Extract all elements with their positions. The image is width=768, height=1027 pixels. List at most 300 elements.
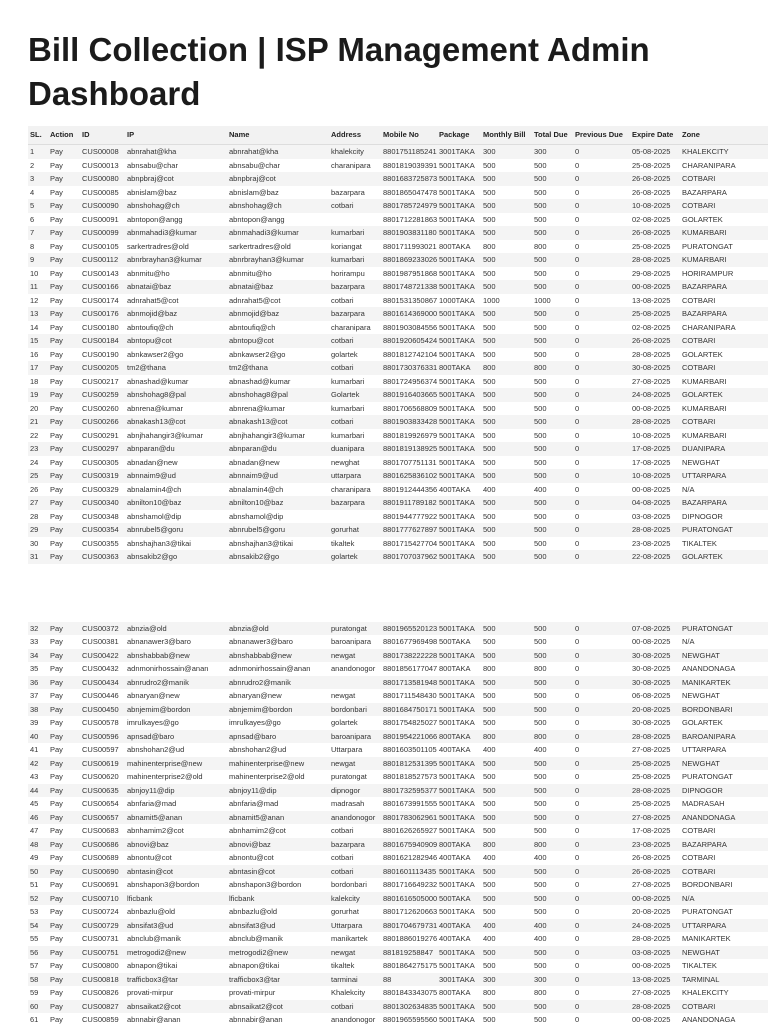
cell-previous-due: 0 (573, 865, 630, 879)
cell-name: abnhamim2@cot (227, 824, 329, 838)
table-row[interactable] (28, 730, 768, 744)
cell-total-due: 500 (532, 307, 573, 321)
table-row[interactable] (28, 523, 768, 537)
cell-mobile: 8801675940909 (381, 838, 437, 852)
cell-expire-date: 30-08-2025 (630, 676, 680, 690)
cell-total-due: 500 (532, 456, 573, 470)
cell-package: 400TAKA (437, 851, 481, 865)
cell-expire-date: 05-08-2025 (630, 145, 680, 159)
cell-action[interactable]: Pay (48, 267, 80, 281)
cell-id: CUS00099 (80, 226, 125, 240)
cell-action[interactable]: Pay (48, 240, 80, 254)
table-row[interactable] (28, 294, 768, 308)
cell-action[interactable]: Pay (48, 172, 80, 186)
cell-ip: abnrudro2@manik (125, 676, 227, 690)
cell-monthly-bill: 500 (481, 1013, 532, 1027)
table-row[interactable] (28, 689, 768, 703)
cell-total-due: 500 (532, 186, 573, 200)
cell-name: abnsaikat2@cot (227, 1000, 329, 1014)
cell-action[interactable]: Pay (48, 703, 80, 717)
cell-action[interactable]: Pay (48, 537, 80, 551)
column-header-ip[interactable]: IP (125, 126, 227, 145)
cell-action[interactable]: Pay (48, 635, 80, 649)
cell-package: 800TAKA (437, 240, 481, 254)
cell-action[interactable]: Pay (48, 226, 80, 240)
cell-expire-date: 26-08-2025 (630, 851, 680, 865)
cell-ip: abnanawer3@baro (125, 635, 227, 649)
cell-action[interactable]: Pay (48, 496, 80, 510)
table-row[interactable] (28, 946, 768, 960)
cell-action[interactable]: Pay (48, 456, 80, 470)
cell-id: CUS00260 (80, 402, 125, 416)
table-row[interactable] (28, 865, 768, 879)
cell-ip: abnsifat3@ud (125, 919, 227, 933)
cell-ip: abnjhahangir3@kumar (125, 429, 227, 443)
cell-total-due: 500 (532, 905, 573, 919)
cell-action[interactable]: Pay (48, 878, 80, 892)
cell-id: CUS00112 (80, 253, 125, 267)
cell-mobile: 8801912444356 (381, 483, 437, 497)
cell-address: cotbari (329, 865, 381, 879)
cell-expire-date: 04-08-2025 (630, 496, 680, 510)
table-row[interactable] (28, 253, 768, 267)
cell-previous-due: 0 (573, 1013, 630, 1027)
cell-action[interactable]: Pay (48, 388, 80, 402)
cell-address: kumarbari (329, 253, 381, 267)
cell-mobile: 8801903831180 (381, 226, 437, 240)
table-row[interactable] (28, 635, 768, 649)
cell-action[interactable]: Pay (48, 1000, 80, 1014)
cell-total-due: 400 (532, 919, 573, 933)
cell-monthly-bill: 800 (481, 986, 532, 1000)
table-row[interactable] (28, 334, 768, 348)
cell-zone: KUMARBARI (680, 375, 768, 389)
table-row[interactable] (28, 429, 768, 443)
cell-sl: 33 (28, 635, 48, 649)
table-row[interactable] (28, 716, 768, 730)
cell-mobile: 88 (381, 973, 437, 987)
table-row[interactable] (28, 811, 768, 825)
cell-total-due: 500 (532, 199, 573, 213)
cell-expire-date: 29-08-2025 (630, 267, 680, 281)
cell-id: CUS00818 (80, 973, 125, 987)
column-header-package[interactable]: Package (437, 126, 481, 145)
table-row[interactable] (28, 878, 768, 892)
cell-mobile: 8801944777922 (381, 510, 437, 524)
table-row[interactable] (28, 483, 768, 497)
cell-action[interactable]: Pay (48, 186, 80, 200)
table-row[interactable] (28, 456, 768, 470)
table-row[interactable] (28, 1000, 768, 1014)
cell-sl: 10 (28, 267, 48, 281)
cell-id: CUS00654 (80, 797, 125, 811)
table-row[interactable] (28, 743, 768, 757)
cell-expire-date: 00-08-2025 (630, 280, 680, 294)
column-header-action[interactable]: Action (48, 126, 80, 145)
cell-action[interactable]: Pay (48, 892, 80, 906)
cell-sl: 9 (28, 253, 48, 267)
table-row[interactable] (28, 145, 768, 159)
table-row[interactable] (28, 622, 768, 636)
cell-package: 5001TAKA (437, 253, 481, 267)
column-header-zone[interactable]: Zone (680, 126, 768, 145)
table-row[interactable] (28, 905, 768, 919)
cell-expire-date: 30-08-2025 (630, 649, 680, 663)
cell-zone: COTBARI (680, 334, 768, 348)
cell-package: 5001TAKA (437, 429, 481, 443)
cell-action[interactable]: Pay (48, 253, 80, 267)
table-row[interactable] (28, 537, 768, 551)
cell-name: abnzia@old (227, 622, 329, 636)
cell-previous-due: 0 (573, 824, 630, 838)
cell-total-due: 500 (532, 415, 573, 429)
cell-action[interactable]: Pay (48, 280, 80, 294)
cell-sl: 19 (28, 388, 48, 402)
cell-ip: abnnabir@anan (125, 1013, 227, 1027)
cell-ip: abnakash13@cot (125, 415, 227, 429)
cell-name: abnmahadi3@kumar (227, 226, 329, 240)
table-row[interactable] (28, 510, 768, 524)
cell-action[interactable]: Pay (48, 483, 80, 497)
table-row[interactable] (28, 402, 768, 416)
table-row[interactable] (28, 469, 768, 483)
cell-action[interactable]: Pay (48, 973, 80, 987)
cell-zone: NEWGHAT (680, 456, 768, 470)
cell-monthly-bill: 800 (481, 730, 532, 744)
cell-monthly-bill: 300 (481, 973, 532, 987)
cell-action[interactable]: Pay (48, 523, 80, 537)
cell-mobile: 8801711993021 (381, 240, 437, 254)
cell-address: cotbari (329, 415, 381, 429)
table-row[interactable] (28, 932, 768, 946)
column-header-expire-date[interactable]: Expire Date (630, 126, 680, 145)
cell-sl: 22 (28, 429, 48, 443)
cell-address: puratongat (329, 770, 381, 784)
cell-sl: 15 (28, 334, 48, 348)
column-header-sl[interactable]: SL. (28, 126, 48, 145)
cell-monthly-bill: 500 (481, 635, 532, 649)
table-row[interactable] (28, 851, 768, 865)
cell-ip: apnsad@baro (125, 730, 227, 744)
cell-action[interactable]: Pay (48, 348, 80, 362)
table-row[interactable] (28, 361, 768, 375)
table-row[interactable] (28, 415, 768, 429)
cell-monthly-bill: 500 (481, 811, 532, 825)
cell-zone: KUMARBARI (680, 253, 768, 267)
cell-action[interactable]: Pay (48, 811, 80, 825)
table-row[interactable] (28, 213, 768, 227)
cell-id: CUS00690 (80, 865, 125, 879)
cell-name: abnfaria@mad (227, 797, 329, 811)
cell-previous-due: 0 (573, 878, 630, 892)
cell-sl: 38 (28, 703, 48, 717)
cell-action[interactable]: Pay (48, 402, 80, 416)
cell-address: gorurhat (329, 905, 381, 919)
cell-previous-due: 0 (573, 226, 630, 240)
cell-address: Uttarpara (329, 743, 381, 757)
cell-name: metrogodi2@new (227, 946, 329, 960)
cell-action[interactable]: Pay (48, 145, 80, 159)
cell-ip: abnnaim9@ud (125, 469, 227, 483)
cell-action[interactable]: Pay (48, 510, 80, 524)
cell-mobile: 8801911789182 (381, 496, 437, 510)
cell-id: CUS00166 (80, 280, 125, 294)
cell-monthly-bill: 500 (481, 321, 532, 335)
cell-id: CUS00085 (80, 186, 125, 200)
cell-action[interactable]: Pay (48, 676, 80, 690)
table-row[interactable] (28, 986, 768, 1000)
cell-ip: abnovi@baz (125, 838, 227, 852)
cell-id: CUS00348 (80, 510, 125, 524)
cell-name: abnrbrayhan3@kumar (227, 253, 329, 267)
table-row[interactable] (28, 307, 768, 321)
cell-name: abnshamol@dip (227, 510, 329, 524)
table-row[interactable] (28, 240, 768, 254)
cell-action[interactable]: Pay (48, 919, 80, 933)
cell-action[interactable]: Pay (48, 429, 80, 443)
cell-zone: PURATONGAT (680, 622, 768, 636)
cell-ip: adnmonirhossain@anan (125, 662, 227, 676)
cell-total-due: 500 (532, 716, 573, 730)
table-row[interactable] (28, 550, 768, 564)
cell-previous-due: 0 (573, 662, 630, 676)
cell-total-due: 400 (532, 932, 573, 946)
cell-total-due: 500 (532, 824, 573, 838)
cell-address: baroanipara (329, 730, 381, 744)
cell-monthly-bill: 500 (481, 676, 532, 690)
cell-previous-due: 0 (573, 676, 630, 690)
cell-monthly-bill: 500 (481, 689, 532, 703)
cell-previous-due: 0 (573, 770, 630, 784)
cell-total-due: 500 (532, 280, 573, 294)
cell-action[interactable]: Pay (48, 797, 80, 811)
cell-zone: N/A (680, 892, 768, 906)
table-row[interactable] (28, 496, 768, 510)
cell-action[interactable]: Pay (48, 824, 80, 838)
cell-zone: BAZARPARA (680, 307, 768, 321)
cell-ip: abnontu@cot (125, 851, 227, 865)
cell-id: CUS00329 (80, 483, 125, 497)
table-row[interactable] (28, 348, 768, 362)
table-row[interactable] (28, 172, 768, 186)
cell-name: abnaryan@new (227, 689, 329, 703)
cell-monthly-bill: 400 (481, 851, 532, 865)
cell-id: CUS00090 (80, 199, 125, 213)
cell-sl: 56 (28, 946, 48, 960)
cell-action[interactable]: Pay (48, 334, 80, 348)
bill-collection-table (28, 126, 768, 1027)
cell-action[interactable]: Pay (48, 550, 80, 564)
cell-action[interactable]: Pay (48, 784, 80, 798)
cell-address: charanipara (329, 321, 381, 335)
table-row[interactable] (28, 838, 768, 852)
cell-package: 5001TAKA (437, 442, 481, 456)
table-row[interactable] (28, 662, 768, 676)
table-row[interactable] (28, 159, 768, 173)
cell-package: 5001TAKA (437, 186, 481, 200)
cell-sl: 1 (28, 145, 48, 159)
cell-previous-due: 0 (573, 919, 630, 933)
cell-total-due: 800 (532, 240, 573, 254)
cell-action[interactable]: Pay (48, 307, 80, 321)
cell-action[interactable]: Pay (48, 213, 80, 227)
cell-address: gorurhat (329, 523, 381, 537)
table-row[interactable] (28, 442, 768, 456)
cell-expire-date: 25-08-2025 (630, 770, 680, 784)
cell-action[interactable]: Pay (48, 959, 80, 973)
cell-previous-due: 0 (573, 932, 630, 946)
cell-ip: abntopu@cot (125, 334, 227, 348)
cell-action[interactable]: Pay (48, 442, 80, 456)
cell-expire-date: 22-08-2025 (630, 550, 680, 564)
table-row[interactable] (28, 321, 768, 335)
column-header-address[interactable]: Address (329, 126, 381, 145)
cell-id: CUS00080 (80, 172, 125, 186)
cell-action[interactable]: Pay (48, 986, 80, 1000)
cell-action[interactable]: Pay (48, 199, 80, 213)
table-row[interactable] (28, 770, 768, 784)
cell-ip: abnamit5@anan (125, 811, 227, 825)
table-row[interactable] (28, 703, 768, 717)
table-row[interactable] (28, 186, 768, 200)
cell-action[interactable]: Pay (48, 622, 80, 636)
table-row[interactable] (28, 280, 768, 294)
table-row[interactable] (28, 199, 768, 213)
cell-id: CUS00578 (80, 716, 125, 730)
cell-ip: abnapon@tikai (125, 959, 227, 973)
cell-action[interactable]: Pay (48, 770, 80, 784)
cell-monthly-bill: 500 (481, 770, 532, 784)
column-header-id[interactable]: ID (80, 126, 125, 145)
cell-action[interactable]: Pay (48, 932, 80, 946)
cell-action[interactable]: Pay (48, 743, 80, 757)
cell-name: abnamit5@anan (227, 811, 329, 825)
cell-action[interactable]: Pay (48, 851, 80, 865)
cell-action[interactable]: Pay (48, 321, 80, 335)
cell-action[interactable]: Pay (48, 159, 80, 173)
cell-ip: abnrbrayhan3@kumar (125, 253, 227, 267)
cell-zone: BAROANIPARA (680, 730, 768, 744)
cell-action[interactable]: Pay (48, 838, 80, 852)
cell-sl: 46 (28, 811, 48, 825)
table-row[interactable] (28, 375, 768, 389)
table-row[interactable] (28, 784, 768, 798)
cell-monthly-bill: 500 (481, 402, 532, 416)
cell-name: abntopon@angg (227, 213, 329, 227)
cell-address: kalekcity (329, 892, 381, 906)
cell-total-due: 500 (532, 267, 573, 281)
cell-action[interactable]: Pay (48, 375, 80, 389)
cell-expire-date: 10-08-2025 (630, 199, 680, 213)
cell-action[interactable]: Pay (48, 294, 80, 308)
cell-total-due: 500 (532, 811, 573, 825)
table-row[interactable] (28, 919, 768, 933)
cell-zone: KHALEKCITY (680, 986, 768, 1000)
cell-name: abnakash13@cot (227, 415, 329, 429)
table-row[interactable] (28, 824, 768, 838)
table-row[interactable] (28, 267, 768, 281)
cell-action[interactable]: Pay (48, 415, 80, 429)
cell-package: 500TAKA (437, 635, 481, 649)
cell-action[interactable]: Pay (48, 689, 80, 703)
cell-monthly-bill: 500 (481, 469, 532, 483)
header-row (28, 126, 768, 145)
cell-ip: abnrahat@kha (125, 145, 227, 159)
cell-action[interactable]: Pay (48, 662, 80, 676)
cell-address: newghat (329, 456, 381, 470)
table-row[interactable] (28, 1013, 768, 1027)
column-header-previous-due[interactable]: Previous Due (573, 126, 630, 145)
cell-previous-due: 0 (573, 213, 630, 227)
cell-sl: 58 (28, 973, 48, 987)
cell-action[interactable]: Pay (48, 865, 80, 879)
cell-id: CUS00190 (80, 348, 125, 362)
column-header-monthly-bill[interactable]: Monthly Bill (481, 126, 532, 145)
table-row[interactable] (28, 226, 768, 240)
cell-address: dipnogor (329, 784, 381, 798)
cell-action[interactable]: Pay (48, 1013, 80, 1027)
cell-previous-due: 0 (573, 267, 630, 281)
cell-action[interactable]: Pay (48, 469, 80, 483)
cell-sl: 20 (28, 402, 48, 416)
cell-previous-due: 0 (573, 415, 630, 429)
column-header-total-due[interactable]: Total Due (532, 126, 573, 145)
cell-name: abnmojid@baz (227, 307, 329, 321)
cell-sl: 14 (28, 321, 48, 335)
cell-package: 5001TAKA (437, 456, 481, 470)
cell-mobile: 8801812531395 (381, 757, 437, 771)
column-header-name[interactable]: Name (227, 126, 329, 145)
cell-name: abnashad@kumar (227, 375, 329, 389)
cell-expire-date: 00-08-2025 (630, 402, 680, 416)
table-row[interactable] (28, 797, 768, 811)
cell-package: 3001TAKA (437, 973, 481, 987)
cell-sl: 31 (28, 550, 48, 564)
cell-monthly-bill: 500 (481, 523, 532, 537)
cell-action[interactable]: Pay (48, 757, 80, 771)
cell-total-due: 500 (532, 892, 573, 906)
cell-package: 5001TAKA (437, 689, 481, 703)
cell-package: 5001TAKA (437, 959, 481, 973)
table-row[interactable] (28, 757, 768, 771)
cell-action[interactable]: Pay (48, 905, 80, 919)
cell-sl: 53 (28, 905, 48, 919)
table-row[interactable] (28, 676, 768, 690)
cell-mobile: 8801713581948 (381, 676, 437, 690)
cell-sl: 12 (28, 294, 48, 308)
cell-zone: ANANDONAGA (680, 811, 768, 825)
cell-ip: mahinenterprise2@old (125, 770, 227, 784)
cell-action[interactable]: Pay (48, 730, 80, 744)
cell-package: 5001TAKA (437, 716, 481, 730)
table-row[interactable] (28, 973, 768, 987)
cell-action[interactable]: Pay (48, 361, 80, 375)
cell-action[interactable]: Pay (48, 946, 80, 960)
cell-action[interactable]: Pay (48, 649, 80, 663)
cell-previous-due: 0 (573, 388, 630, 402)
table-row[interactable] (28, 388, 768, 402)
cell-mobile: 8801704679731 (381, 919, 437, 933)
cell-expire-date: 25-08-2025 (630, 797, 680, 811)
table-row[interactable] (28, 959, 768, 973)
table-row[interactable] (28, 649, 768, 663)
cell-name: abnjoy11@dip (227, 784, 329, 798)
cell-mobile: 8801903084556 (381, 321, 437, 335)
cell-package: 5001TAKA (437, 905, 481, 919)
cell-action[interactable]: Pay (48, 716, 80, 730)
column-header-mobile[interactable]: Mobile No (381, 126, 437, 145)
table-row[interactable] (28, 892, 768, 906)
